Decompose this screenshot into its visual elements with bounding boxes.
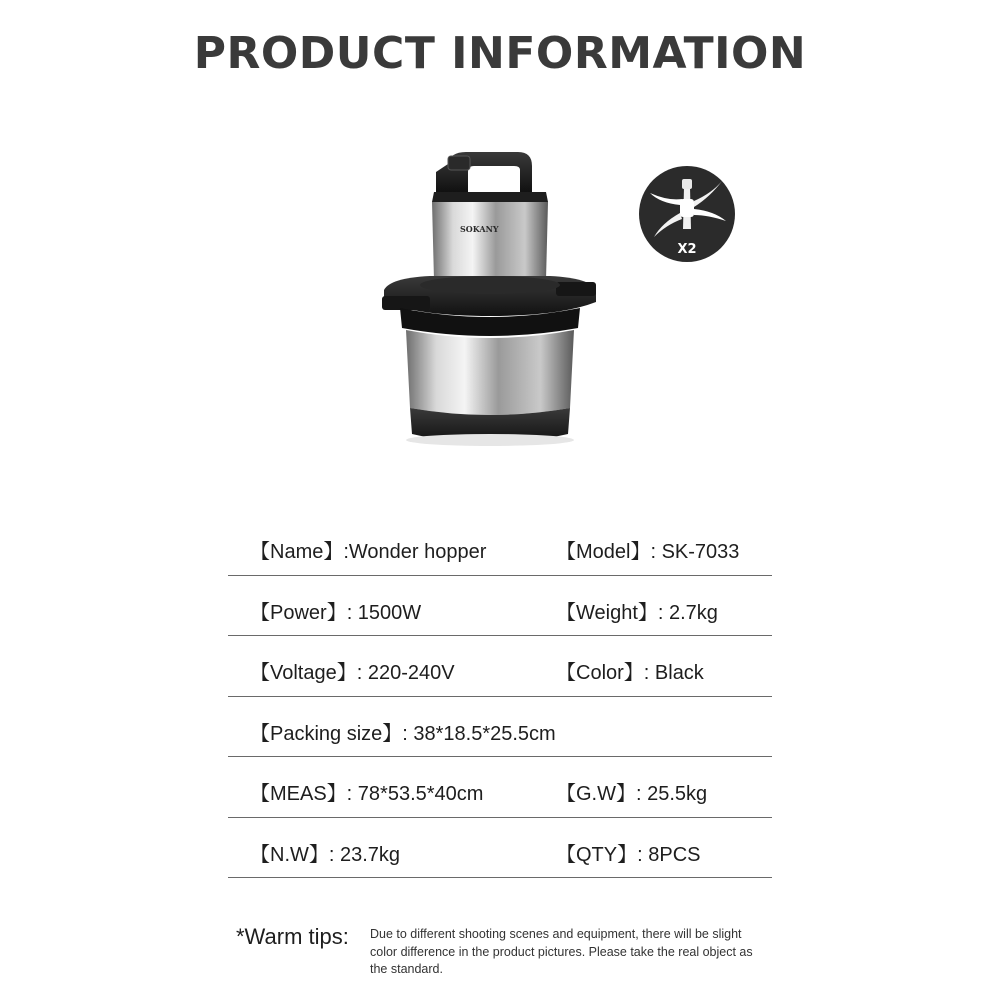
warm-tips-label: *Warm tips: (236, 924, 349, 949)
blade-accessory-badge (638, 165, 736, 263)
spec-row-power (228, 576, 772, 637)
brand-logo: SOKANY (460, 224, 499, 234)
spec-voltage: 【Voltage】: 220-240V (250, 662, 455, 684)
quantity-label: X2 (677, 242, 697, 257)
warm-tips-text: Due to different shooting scenes and equipment, there will be slight color difference in the product pictures. Please take the real object as the standard. (370, 927, 753, 976)
spec-model: 【Model】: SK-7033 (556, 541, 740, 563)
spec-packing-size: 【Packing size】: 38*18.5*25.5cm (250, 722, 556, 745)
page-title: PRODUCT INFORMATION (193, 28, 807, 79)
spec-row-nw (228, 818, 772, 879)
spec-weight: 【Weight】: 2.7kg (556, 601, 718, 624)
spec-row-name (228, 515, 772, 576)
spec-name: 【Name】:Wonder hopper (250, 541, 487, 563)
spec-row-packing (228, 697, 772, 758)
spec-meas: 【MEAS】: 78*53.5*40cm (250, 783, 484, 805)
spec-row-meas (228, 757, 772, 818)
spec-color: 【Color】: Black (556, 662, 704, 684)
spec-qty: 【QTY】: 8PCS (556, 843, 701, 866)
meat-chopper-image (370, 140, 610, 460)
spec-net-weight: 【N.W】: 23.7kg (250, 843, 401, 866)
spec-table (228, 515, 772, 878)
spec-row-voltage (228, 636, 772, 697)
spec-power: 【Power】: 1500W (250, 601, 422, 624)
spec-gross-weight: 【G.W】: 25.5kg (556, 783, 708, 805)
